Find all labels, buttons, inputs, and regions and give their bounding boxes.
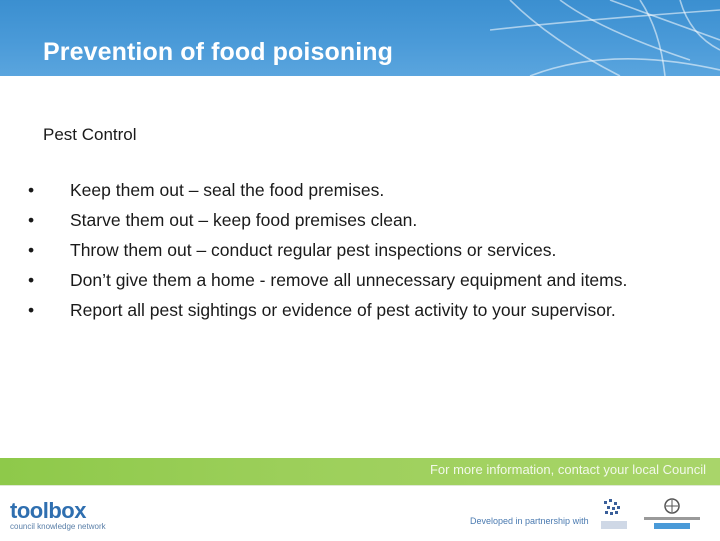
decorative-lines-graphic (490, 0, 720, 76)
council-crest-icon (598, 497, 630, 533)
list-item (28, 269, 678, 291)
list-item-text: Report all pest sightings or evidence of pest activity to your supervisor. (70, 300, 616, 320)
slide-header (0, 0, 720, 76)
toolbox-logo (10, 498, 106, 531)
list-item (28, 299, 678, 322)
section-heading: Pest Control (43, 125, 137, 144)
list-item-text: Starve them out – keep food premises clean. (70, 210, 418, 230)
bullet-glyph: • (28, 240, 35, 260)
government-crest-icon (640, 497, 704, 533)
footer-info-text: For more information, contact your local Council (429, 462, 706, 477)
list-item (28, 209, 678, 232)
bullet-glyph: • (28, 210, 35, 230)
partnership-text: Developed in partnership with (470, 516, 589, 526)
list-item-text: Throw them out – conduct regular pest inspections or services. (70, 240, 557, 260)
logo-wordmark: toolbox (10, 498, 86, 523)
logo-tagline: council knowledge network (10, 522, 106, 531)
list-item-text: Keep them out – seal the food premises. (70, 180, 385, 200)
list-item (28, 179, 678, 202)
footer-info-bar (0, 458, 720, 485)
list-item (28, 239, 678, 262)
bullet-list (28, 179, 678, 322)
list-item-text: Don’t give them a home - remove all unnecessary equipment and items. (70, 270, 628, 290)
slide-title: Prevention of food poisoning (43, 38, 393, 66)
bullet-glyph: • (28, 270, 35, 290)
footer-logos (0, 485, 720, 541)
bullet-glyph: • (28, 180, 35, 200)
bullet-glyph: • (28, 300, 35, 320)
